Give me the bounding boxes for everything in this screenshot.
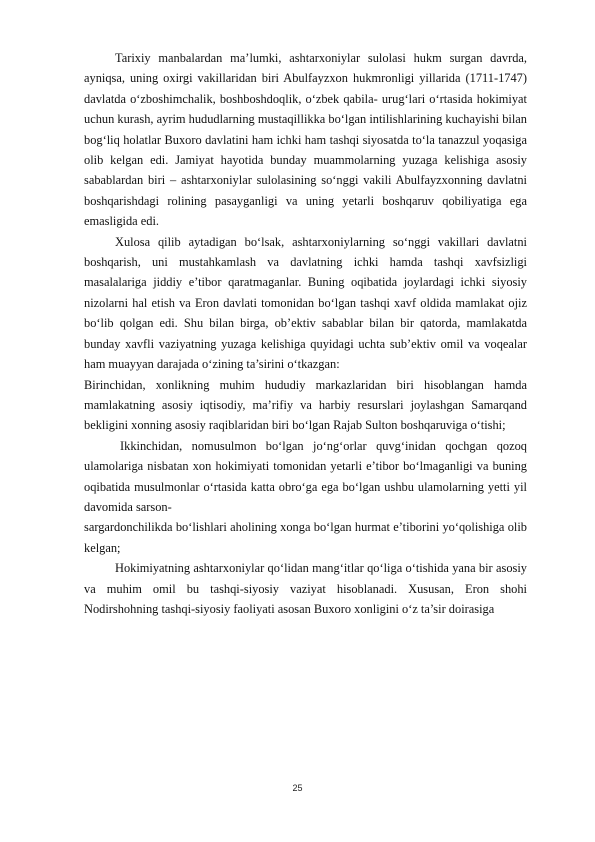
paragraph: Tarixiy manbalardan ma’lumki, ashtarxoniylar sulolasi hukm surgan davrda, ayniqsa, uning oxirgi vakillaridan biri Abulfayzxon hukmronligi yillarida (1711-1747) davlatda o‘zboshimchalik, boshboshdoqlik, o‘zbek qabila- urug‘lari o‘rtasida hokimiyat uchun kurash, ayrim hududlarning mustaqillikka bo‘lgan intilishlarining kuchayishi bilan bog‘liq holatlar Buxoro davlatini ham ichki ham tashqi siyosatda to‘la tanazzul yoqasiga olib kelgan edi. Jamiyat hayotida bunday muammolarning yuzaga kelishiga asosiy sabablardan biri – ashtarxoniylar sulolasining so‘nggi vakili Abulfayzxonning davlatni boshqarishdagi rolining pasayganligi va uning yetarli boshqaruv qobiliyatiga ega emasligida edi. (84, 51, 527, 229)
paragraph: Birinchidan, xonlikning muhim hududiy markazlaridan biri hisoblangan hamda mamlakatning asosiy iqtisodiy, ma’rifiy va harbiy resurslari joylashgan Samarqand bekligini xonning asosiy raqiblaridan biri bo‘lgan Rajab Sulton boshqaruviga o‘tishi; (84, 377, 527, 433)
page-number: 25 (292, 783, 303, 793)
paragraph: Ikkinchidan, nomusulmon bo‘lgan jo‘ng‘orlar quvg‘inidan qochgan qozoq ulamolariga nisbatan xon hokimiyati tomonidan yetarli e’tibor bo‘lmaganligi va buning oqibatida musulmonlar o‘rtasida katta obro‘ga ega bo‘lgan ushbu ulamolarning yetti yil davomida sarson- (84, 438, 527, 514)
body-text (84, 48, 527, 619)
paragraph: Hokimiyatning ashtarxoniylar qo‘lidan mang‘itlar qo‘liga o‘tishida yana bir asosiy va muhim omil bu tashqi-siyosiy vaziyat hisoblanadi. Xususan, Eron shohi Nodirshohning tashqi-siyosiy faoliyati asosan Buxoro xonligini o‘z ta’sir doirasiga (84, 561, 527, 616)
paragraph: sargardonchilikda bo‘lishlari aholining xonga bo‘lgan hurmat e’tiborini yo‘qolishiga olib kelgan; (84, 520, 527, 555)
paragraph: Xulosa qilib aytadigan bo‘lsak, ashtarxoniylarning so‘nggi vakillari davlatni boshqarish, uni mustahkamlash va davlatning ichki hamda tashqi xavfsizligi masalalariga jiddiy e’tibor qaratmaganlar. Buning oqibatida joylardagi ichki siyosiy nizolarni hal etish va Eron davlati tomonidan bo‘lgan tashqi xavf oldida mamlakat ojiz bo‘lib qolgan edi. Shu bilan birga, ob’ektiv sabablar bilan bir qatorda, mamlakatda bunday xavfli vaziyatning yuzaga kelishiga quyidagi uchta sub’ektiv omil va voqealar ham muayyan darajada o‘zining ta’sirini o‘tkazgan: (84, 234, 527, 372)
